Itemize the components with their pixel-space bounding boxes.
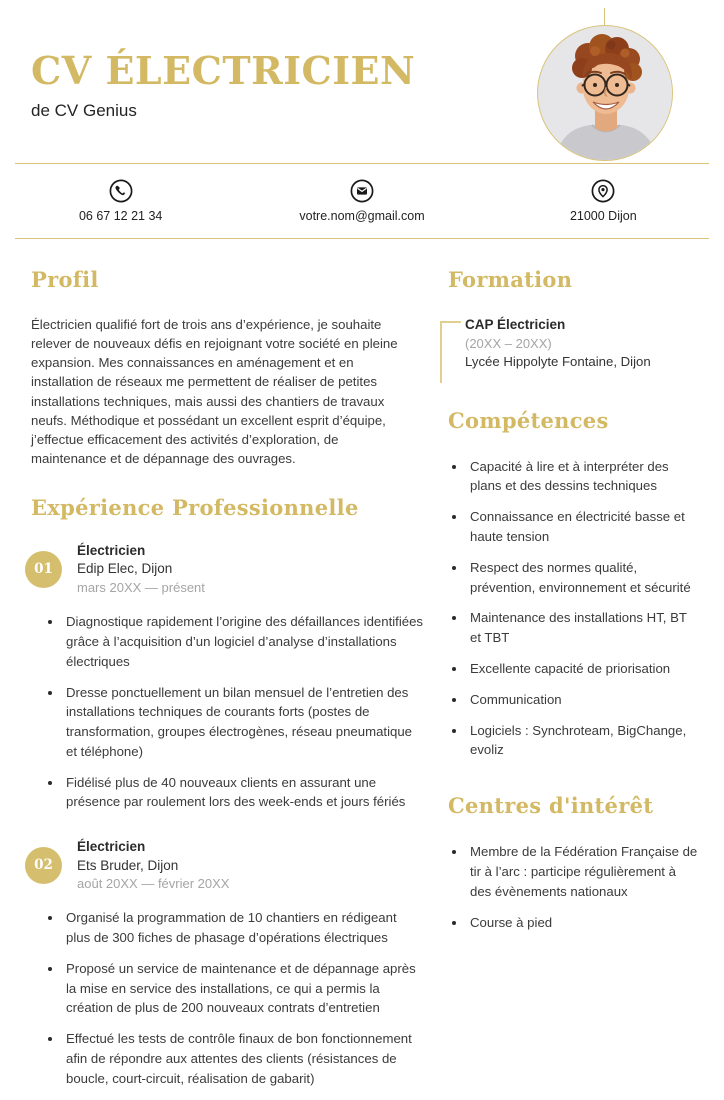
- experience-section: [31, 495, 424, 1089]
- bullet-text: Course à pied: [470, 914, 553, 930]
- contact-email-label: votre.nom@gmail.com: [299, 209, 425, 223]
- portrait-illustration: [537, 25, 673, 161]
- bullet-item: [448, 608, 700, 648]
- phone-icon: [109, 179, 133, 203]
- job-dates: mars 20XX — présent: [77, 579, 205, 595]
- profil-section: [31, 267, 424, 468]
- formation-dates: (20XX – 20XX): [465, 335, 552, 351]
- contact-location-label: 21000 Dijon: [569, 209, 637, 223]
- bullet-text: Respect des normes qualité, prévention, environnement et sécurité: [470, 559, 691, 595]
- bullet-dot: [452, 616, 456, 620]
- bullet-item: [448, 842, 700, 901]
- content-columns: [0, 239, 724, 1100]
- job-bullet-list: [31, 908, 424, 1088]
- contact-row: [0, 164, 724, 238]
- bullet-item: [448, 507, 700, 547]
- formation-bracket-vertical: [440, 321, 442, 383]
- bullet-text: Effectué les tests de contrôle finaux de bon fonctionnement afin de répondre aux attentes des clients (résistances de boucle, court-circuit, réalisation de gabarit): [66, 1031, 412, 1086]
- entry-number-badge: 01: [25, 551, 62, 588]
- job-title: Électricien: [77, 543, 146, 559]
- contact-phone: [0, 179, 241, 223]
- portrait-svg: [538, 26, 673, 161]
- bullet-text: Proposé un service de maintenance et de dépannage après la mise en service des installations, ce qui a permis la création de plus de 200 nouveaux contrats d’entretien: [66, 960, 416, 1016]
- formation-bracket-horizontal: [440, 321, 461, 323]
- entry-head-text: [77, 542, 205, 596]
- bullet-text: Dresse ponctuellement un bilan mensuel de l’entretien des installations techniques de courants forts (postes de transformation, groupes électrogènes, réseau pneumatique et téléphone): [66, 684, 413, 759]
- envelope-icon: [350, 179, 374, 203]
- bullet-item: [31, 908, 424, 948]
- contact-location: [483, 179, 724, 223]
- bullet-item: [448, 659, 700, 679]
- job-dates: août 20XX — février 20XX: [77, 875, 230, 891]
- bullet-dot: [48, 967, 52, 971]
- bullet-dot: [48, 691, 52, 695]
- experience-entry: [31, 838, 424, 1088]
- bullet-dot: [48, 620, 52, 624]
- job-title: Électricien: [77, 839, 146, 855]
- header-text-block: [31, 50, 415, 121]
- bullet-item: [448, 558, 700, 598]
- contact-email: [241, 179, 482, 223]
- right-column: [448, 267, 700, 1100]
- job-company: Ets Bruder, Dijon: [77, 857, 179, 873]
- bullet-dot: [452, 729, 456, 733]
- formation-section: [448, 267, 700, 372]
- bullet-text: Connaissance en électricité basse et haute tension: [470, 509, 685, 544]
- experience-heading: Expérience Professionnelle: [31, 495, 359, 521]
- bullet-dot: [48, 781, 52, 785]
- profil-heading: Profil: [31, 267, 99, 292]
- page-subtitle: de CV Genius: [31, 100, 137, 120]
- interets-list: [448, 842, 700, 932]
- bullet-item: [31, 683, 424, 762]
- job-bullet-list: [31, 612, 424, 812]
- bullet-item: [448, 721, 700, 761]
- entry-number-badge: 02: [25, 847, 62, 884]
- contact-phone-label: 06 67 12 21 34: [78, 209, 163, 223]
- experience-entry-header: [25, 838, 424, 892]
- competences-section: [448, 408, 700, 761]
- page-title: CV ÉLECTRICIEN: [31, 48, 416, 93]
- bullet-dot: [452, 850, 456, 854]
- formation-heading: Formation: [448, 267, 573, 292]
- bullet-dot: [452, 515, 456, 519]
- interets-heading: Centres d'intérêt: [448, 793, 654, 819]
- profil-text: Électricien qualifié fort de trois ans d’expérience, je souhaite relever de nouveaux défis en rejoignant votre société en pleine expansion. Mes connaissances en aménagement et en installation de réseaux me permettent de réaliser de petites installations techniques, mais aussi des chantiers de travaux neufs. Méthodique et possédant un excellent esprit d’équipe, j’effectue efficacement des activités d’exploration, de maintenance et de dépannage des ouvrages.: [31, 317, 398, 466]
- bullet-dot: [452, 921, 456, 925]
- experience-entry: [31, 542, 424, 812]
- profile-photo: [537, 25, 673, 161]
- bullet-text: Communication: [470, 691, 562, 707]
- bullet-item: [31, 773, 424, 813]
- bullet-item: [448, 690, 700, 710]
- bullet-dot: [48, 1037, 52, 1041]
- entry-head-text: [77, 838, 229, 892]
- bullet-item: [31, 1029, 424, 1088]
- bullet-item: [448, 457, 700, 497]
- formation-school: Lycée Hippolyte Fontaine, Dijon: [465, 354, 651, 370]
- interets-section: [448, 793, 700, 932]
- formation-degree: CAP Électricien: [465, 317, 566, 332]
- formation-entry: [440, 316, 700, 372]
- bullet-item: [448, 913, 700, 933]
- bullet-text: Logiciels : Synchroteam, BigChange, evoliz: [470, 722, 687, 758]
- job-company: Edip Elec, Dijon: [77, 561, 173, 577]
- photo-tick-line: [604, 8, 605, 25]
- bullet-dot: [452, 667, 456, 671]
- bullet-text: Capacité à lire et à interpréter des plans et des dessins techniques: [470, 458, 669, 494]
- bullet-dot: [452, 465, 456, 469]
- bullet-text: Diagnostique rapidement l’origine des défaillances identifiées grâce à l’acquisition d’un logiciel d’analyse d’installations électriques: [66, 614, 424, 669]
- competences-list: [448, 457, 700, 761]
- bullet-item: [31, 612, 424, 671]
- bullet-dot: [48, 916, 52, 920]
- header: [0, 0, 724, 163]
- bullet-text: Excellente capacité de priorisation: [470, 660, 671, 676]
- bullet-dot: [452, 698, 456, 702]
- location-pin-icon: [591, 179, 615, 203]
- bullet-text: Maintenance des installations HT, BT et TBT: [470, 610, 687, 646]
- bullet-text: Membre de la Fédération Française de tir à l’arc : participe régulièrement à des évènements nationaux: [470, 844, 698, 899]
- bullet-item: [31, 959, 424, 1018]
- left-column: [31, 267, 424, 1100]
- bullet-dot: [452, 566, 456, 570]
- competences-heading: Compétences: [448, 407, 609, 433]
- experience-entry-header: [25, 542, 424, 596]
- bullet-text: Fidélisé plus de 40 nouveaux clients en assurant une présence par roulement lors des week-ends et jours fériés: [66, 774, 406, 810]
- bullet-text: Organisé la programmation de 10 chantiers en rédigeant plus de 300 fiches de phasage d’opérations électriques: [66, 910, 397, 946]
